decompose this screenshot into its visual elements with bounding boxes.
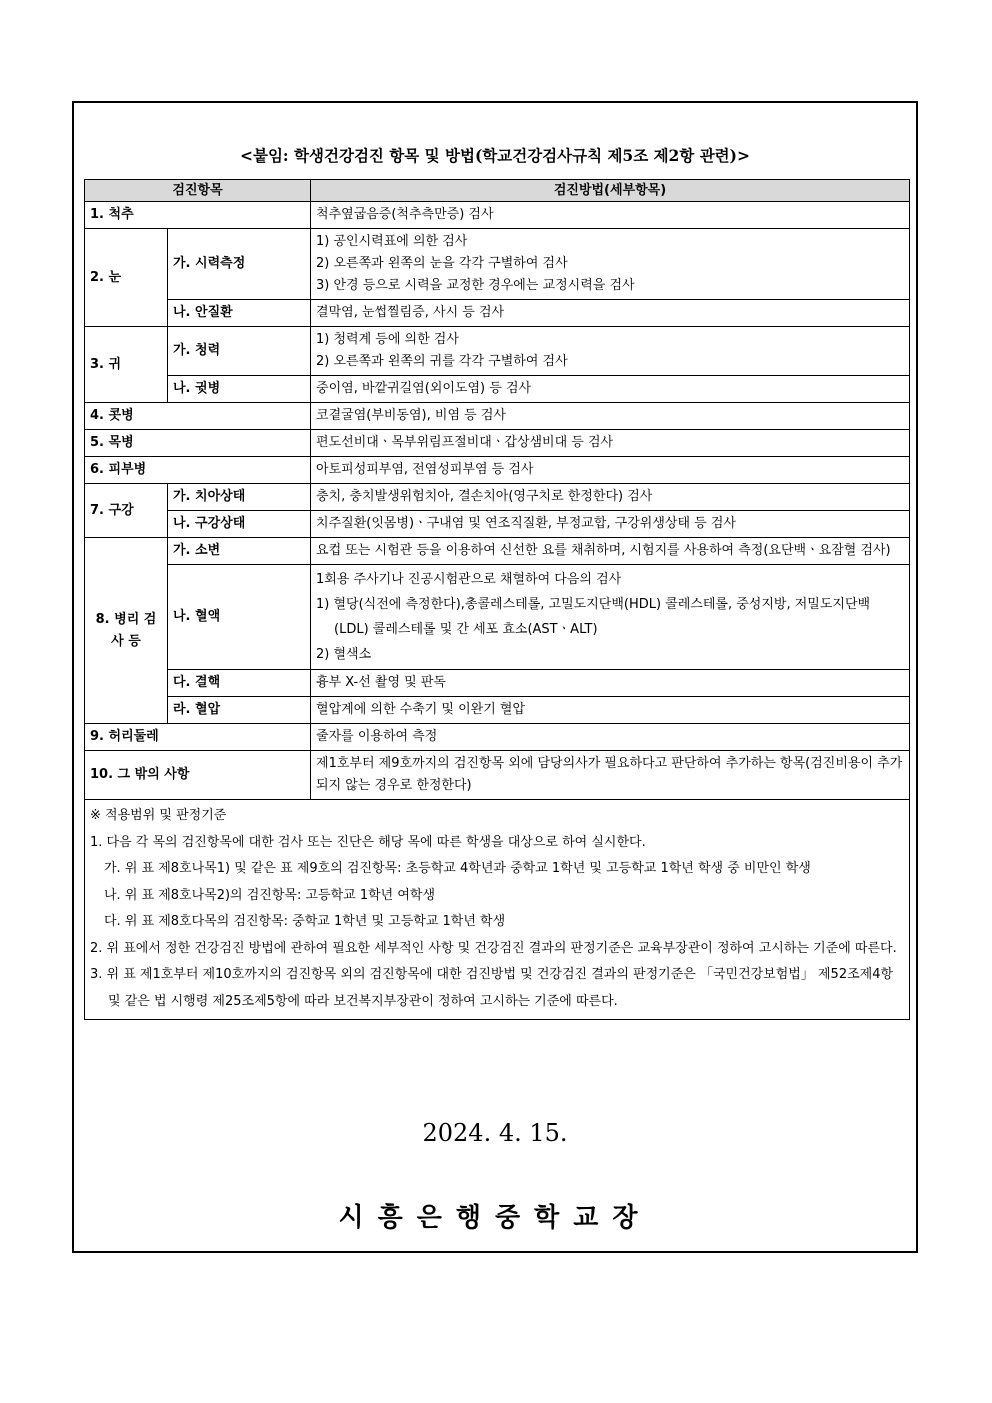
sub-label: 나. 안질환 — [168, 300, 311, 327]
table-row — [85, 751, 910, 800]
method-line: 3) 안경 등으로 시력을 교정한 경우에는 교정시력을 검사 — [316, 278, 635, 293]
sub-label: 나. 구강상태 — [168, 511, 311, 538]
row-label: 3. 귀 — [85, 327, 168, 403]
notes-cell — [85, 800, 910, 1020]
row-method: 결막염, 눈썹찔림증, 사시 등 검사 — [311, 300, 910, 327]
table-row — [85, 376, 910, 403]
school-principal: 시흥은행중학교장 — [338, 1203, 652, 1233]
note-item: 가. 위 표 제8호나목1) 및 같은 표 제9호의 검진항목: 초등학교 4학년과 중학교 1학년 및 고등학교 1학년 학생 중 비만인 학생 — [104, 861, 811, 876]
sub-label: 나. 혈액 — [168, 565, 311, 670]
row-method: 중이염, 바깥귀길염(외이도염) 등 검사 — [311, 376, 910, 403]
method-line: 1) 청력계 등에 의한 검사 — [316, 332, 459, 347]
note-item: 다. 위 표 제8호다목의 검진항목: 중학교 1학년 및 고등학교 1학년 학생 — [104, 914, 506, 929]
sub-label: 가. 청력 — [168, 327, 311, 376]
row-label: 4. 콧병 — [85, 403, 311, 430]
table-row — [85, 300, 910, 327]
row-label: 8. 병리 검사 등 — [85, 538, 168, 724]
table-row — [85, 229, 910, 300]
row-method — [311, 565, 910, 670]
notes-row — [85, 800, 910, 1020]
row-method: 혈압계에 의한 수축기 및 이완기 혈압 — [311, 697, 910, 724]
row-method: 제1호부터 제9호까지의 검진항목 외에 담당의사가 필요하다고 판단하여 추가하는 항목(검진비용이 추가되지 않는 경우로 한정한다) — [311, 751, 910, 800]
method-line: 1회용 주사기나 진공시험관으로 채혈하여 다음의 검사 — [316, 572, 622, 587]
table-row — [85, 670, 910, 697]
table-row — [85, 697, 910, 724]
method-line: 1) 혈당(식전에 측정한다),총콜레스테롤, 고밀도지단백(HDL) 콜레스테롤, 중성지방, 저밀도지단백(LDL) 콜레스테롤 및 간 세포 효소(ASTㆍALT) — [316, 597, 871, 637]
method-line: 2) 혈색소 — [316, 647, 372, 662]
row-method: 흉부 X-선 촬영 및 판독 — [311, 670, 910, 697]
row-label: 5. 목병 — [85, 430, 311, 457]
sub-label: 나. 귓병 — [168, 376, 311, 403]
note-item: 3. 위 표 제1호부터 제10호까지의 검진항목 외의 검진항목에 대한 검진방법 및 건강검진 결과의 판정기준은 「국민건강보험법」 제52조제4항 및 같은 법 시행령 제25조제5항에 따라 보건복지부장관이 정하여 고시하는 기준에 따른다. — [90, 967, 894, 1009]
row-method: 코곁굴염(부비동염), 비염 등 검사 — [311, 403, 910, 430]
method-line: 1) 공인시력표에 의한 검사 — [316, 234, 468, 249]
table-row — [85, 403, 910, 430]
checkup-table — [84, 179, 910, 1020]
row-method: 편도선비대ㆍ목부위림프절비대ㆍ갑상샘비대 등 검사 — [311, 430, 910, 457]
table-row — [85, 327, 910, 376]
row-method: 척추옆굽음증(척추측만증) 검사 — [311, 202, 910, 229]
method-line: 2) 오른쪽과 왼쪽의 눈을 각각 구별하여 검사 — [316, 256, 568, 271]
header-item: 검진항목 — [85, 180, 311, 202]
row-label: 7. 구강 — [85, 484, 168, 538]
row-method: 줄자를 이용하여 측정 — [311, 724, 910, 751]
sub-label: 다. 결핵 — [168, 670, 311, 697]
table-header-row — [85, 180, 910, 202]
sub-label: 가. 치아상태 — [168, 484, 311, 511]
document-title: <붙임: 학생건강검진 항목 및 방법(학교건강검사규칙 제5조 제2항 관련)> — [240, 146, 750, 165]
table-row — [85, 511, 910, 538]
row-method: 치주질환(잇몸병)ㆍ구내염 및 연조직질환, 부정교합, 구강위생상태 등 검사 — [311, 511, 910, 538]
header-method: 검진방법(세부항목) — [311, 180, 910, 202]
row-label: 6. 피부병 — [85, 457, 311, 484]
table-row — [85, 538, 910, 565]
sub-label: 가. 시력측정 — [168, 229, 311, 300]
table-row — [85, 430, 910, 457]
row-label: 2. 눈 — [85, 229, 168, 327]
table-row — [85, 202, 910, 229]
row-label: 1. 척추 — [85, 202, 311, 229]
notes-heading: ※ 적용범위 및 판정기준 — [90, 808, 227, 823]
table-row — [85, 565, 910, 670]
row-method — [311, 327, 910, 376]
note-item: 나. 위 표 제8호나목2)의 검진항목: 고등학교 1학년 여학생 — [104, 887, 436, 903]
row-method — [311, 229, 910, 300]
table-row — [85, 457, 910, 484]
document-date: 2024. 4. 15. — [422, 1119, 568, 1147]
row-label: 10. 그 밖의 사항 — [85, 751, 311, 800]
row-method: 요컵 또는 시험관 등을 이용하여 신선한 요를 채취하며, 시험지를 사용하여 측정(요단백ㆍ요잠혈 검사) — [311, 538, 910, 565]
note-item: 2. 위 표에서 정한 건강검진 방법에 관하여 필요한 세부적인 사항 및 건강검진 결과의 판정기준은 교육부장관이 정하여 고시하는 기준에 따른다. — [90, 940, 897, 956]
sub-label: 가. 소변 — [168, 538, 311, 565]
table-row — [85, 724, 910, 751]
table-row — [85, 484, 910, 511]
sub-label: 라. 혈압 — [168, 697, 311, 724]
row-method: 충치, 충치발생위험치아, 결손치아(영구치로 한정한다) 검사 — [311, 484, 910, 511]
row-method: 아토피성피부염, 전염성피부염 등 검사 — [311, 457, 910, 484]
note-item: 1. 다음 각 목의 검진항목에 대한 검사 또는 진단은 해당 목에 따른 학생을 대상으로 하여 실시한다. — [90, 834, 646, 850]
method-line: 2) 오른쪽과 왼쪽의 귀를 각각 구별하여 검사 — [316, 354, 568, 369]
row-label: 9. 허리둘레 — [85, 724, 311, 751]
